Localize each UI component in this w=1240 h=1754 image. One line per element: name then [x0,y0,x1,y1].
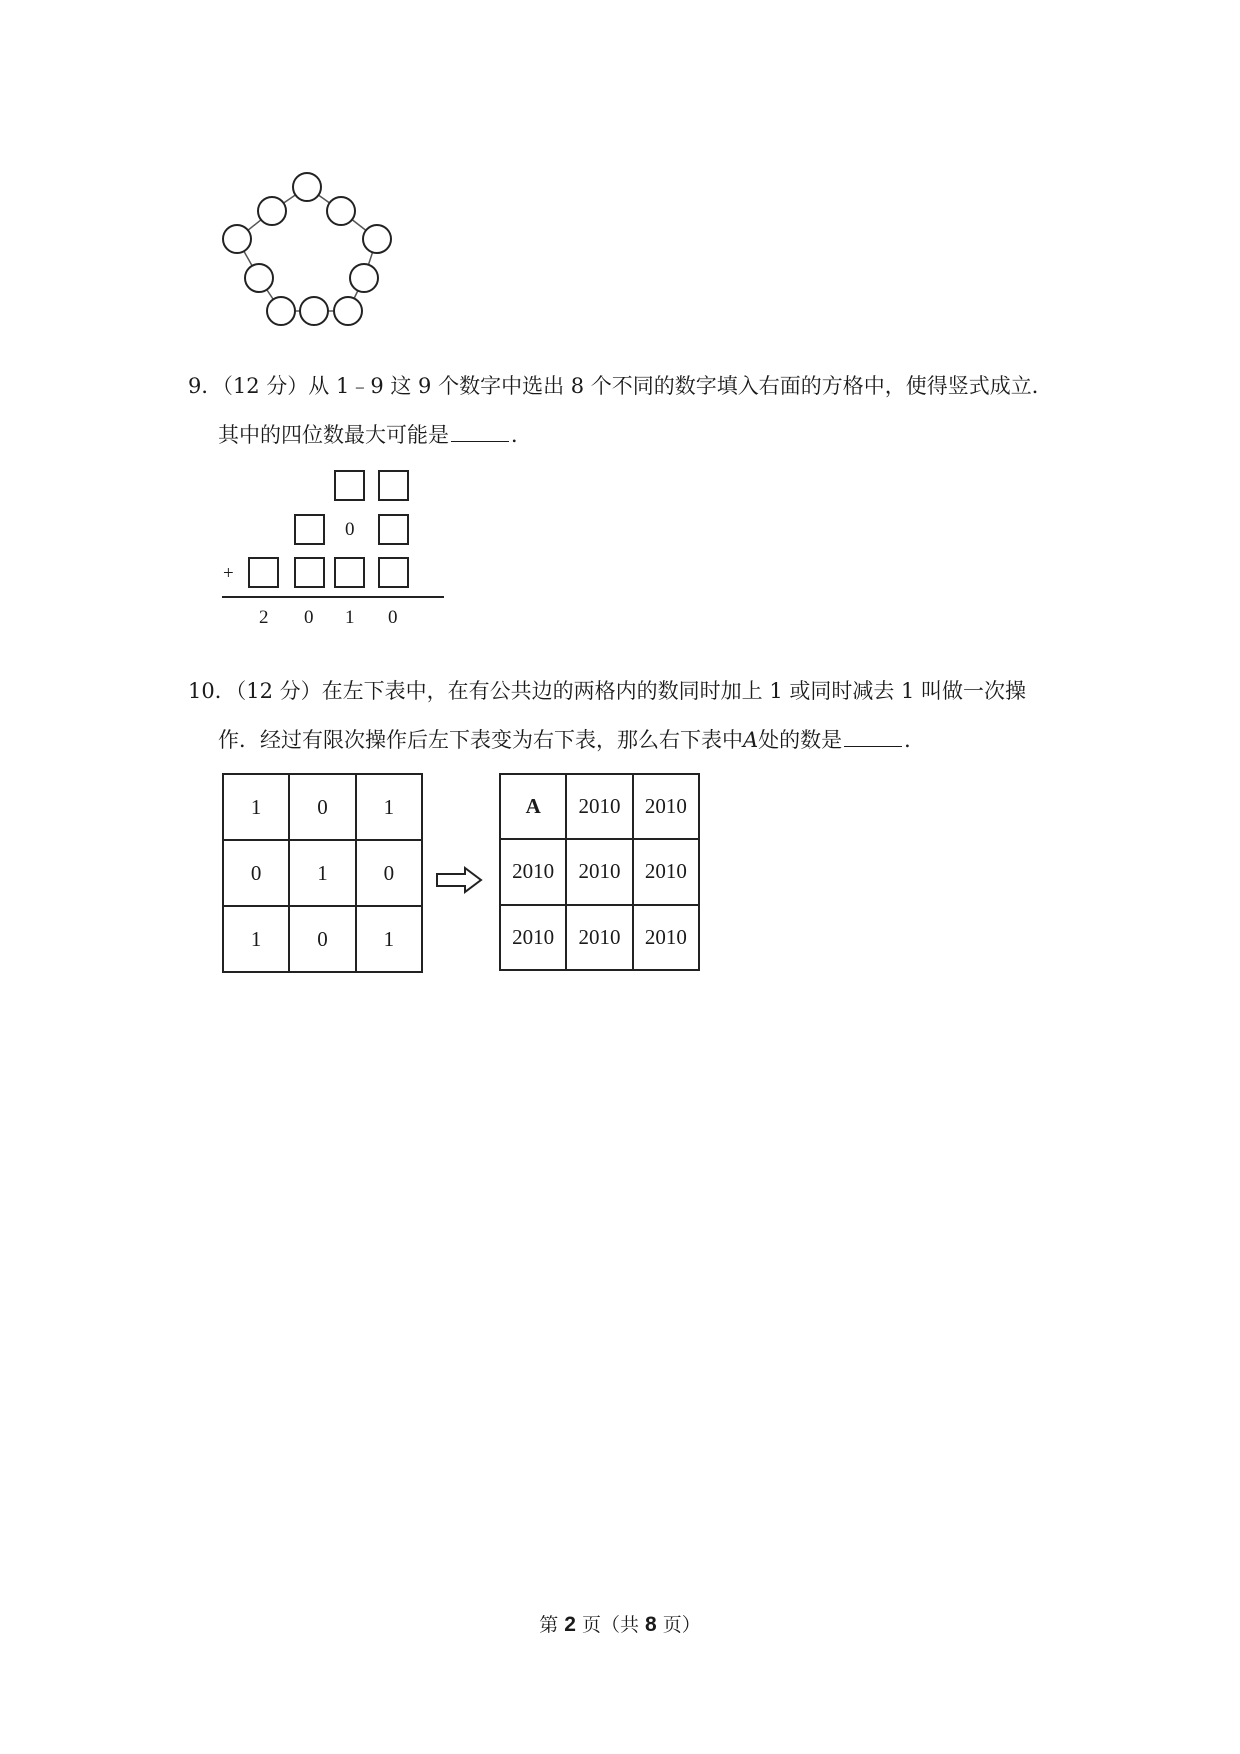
q10-answer-blank[interactable] [844,728,902,747]
sum-line [222,596,444,598]
q10-variable-a: A [743,728,759,752]
q9-text-2-end: ． [511,423,532,447]
table-row [223,906,422,972]
q9-line-2 [218,421,532,449]
ring-circle[interactable] [334,297,362,325]
q10-text-2b: 处的数是 [758,728,843,752]
q10-line-2 [218,726,925,754]
ring-circle[interactable] [350,264,378,292]
q10-text-1: 在左下表中，在有公共边的两格内的数同时加上 1 或同时减去 1 叫做一次操 [321,679,1027,703]
table-cell: 2010 [633,774,699,839]
table-row [223,774,422,840]
table-row [500,839,699,904]
puzzle-given-digit: 0 [345,519,355,540]
table-row [500,905,699,970]
q10-line-1 [188,677,1026,705]
ring-of-circles-figure [215,165,405,335]
q9-text-2: 其中的四位数最大可能是 [218,423,449,447]
sum-digit: 0 [304,607,314,628]
table-cell: 1 [223,906,289,972]
table-cell: 2010 [500,839,566,904]
ring-circle[interactable] [223,225,251,253]
q9-number: 9． [188,374,223,398]
puzzle-box[interactable] [294,514,325,545]
table-row [223,840,422,906]
table-cell: 1 [223,774,289,840]
q10-text-2: 作．经过有限次操作后左下表变为右下表，那么右下表中 [218,728,743,752]
sum-digit: 0 [388,607,398,628]
puzzle-box[interactable] [378,557,409,588]
table-cell: 2010 [500,905,566,970]
table-cell: 2010 [633,839,699,904]
footer-post: 页） [656,1614,701,1636]
puzzle-box[interactable] [378,514,409,545]
table-cell: 1 [356,906,422,972]
right-table [499,773,700,971]
footer-total-pages: 8 [645,1613,657,1636]
table-cell: 2010 [566,839,632,904]
q9-line-1 [188,372,1053,400]
sum-digit: 2 [259,607,269,628]
footer-page-number: 2 [564,1613,576,1636]
ring-circle[interactable] [267,297,295,325]
ring-circle[interactable] [258,197,286,225]
puzzle-box[interactable] [334,470,365,501]
table-cell: 2010 [633,905,699,970]
table-cell-a: A [500,774,566,839]
table-cell: 0 [223,840,289,906]
q9-text-1: 从 1﹣9 这 9 个数字中选出 8 个不同的数字填入右面的方格中，使得竖式成立． [308,374,1053,398]
ring-circle[interactable] [293,173,321,201]
puzzle-box[interactable] [378,470,409,501]
q10-text-2-end: ． [904,728,926,752]
table-cell: 0 [356,840,422,906]
right-arrow-icon [435,866,483,894]
page-footer [0,1610,1240,1637]
puzzle-box[interactable] [334,557,365,588]
plus-sign: + [223,563,234,584]
table-cell: 1 [289,840,355,906]
table-cell: 0 [289,774,355,840]
ring-circle[interactable] [245,264,273,292]
q9-points: （12 分） [222,374,309,398]
puzzle-box[interactable] [248,557,279,588]
table-row [500,774,699,839]
ring-circle[interactable] [300,297,328,325]
table-cell: 2010 [566,774,632,839]
q9-answer-blank[interactable] [451,423,509,442]
puzzle-box[interactable] [294,557,325,588]
table-cell: 0 [289,906,355,972]
ring-circle[interactable] [327,197,355,225]
footer-pre: 第 [539,1614,565,1636]
sum-digit: 1 [345,607,355,628]
table-cell: 2010 [566,905,632,970]
left-table [222,773,423,973]
ring-circle[interactable] [363,225,391,253]
q10-number: 10． [188,679,236,703]
table-cell: 1 [356,774,422,840]
footer-mid: 页（共 [575,1614,646,1636]
q10-points: （12 分） [235,679,322,703]
